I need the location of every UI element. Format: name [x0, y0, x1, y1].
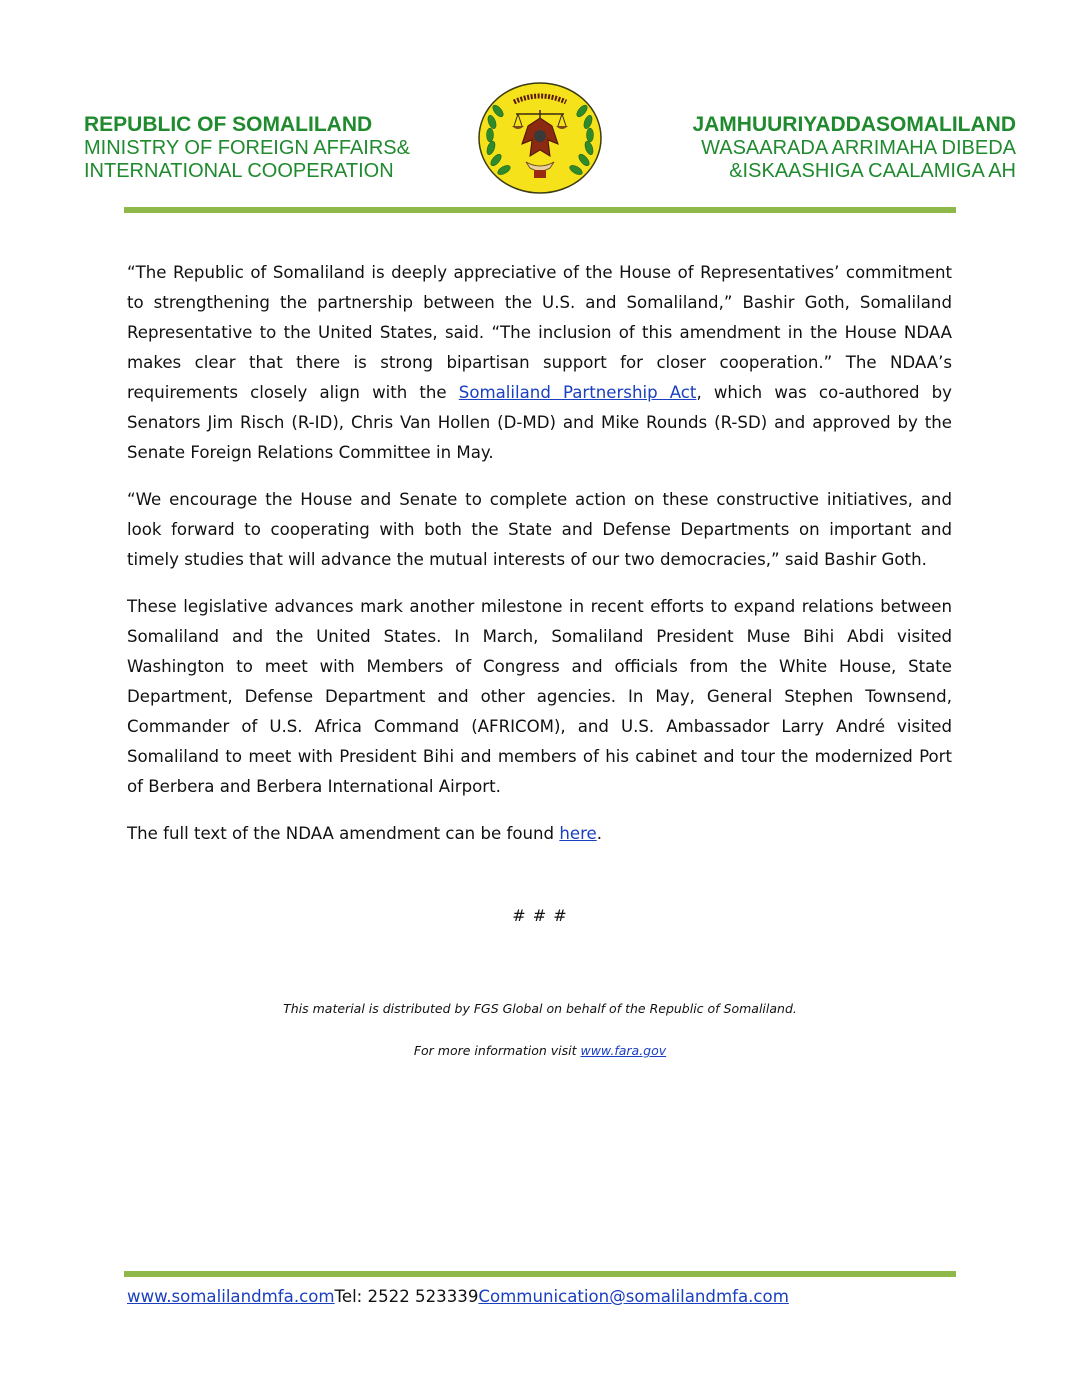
paragraph-1 [127, 258, 952, 468]
distribution-disclaimer: This material is distributed by FGS Global on behalf of the Republic of Somaliland. [283, 1001, 797, 1016]
paragraph-2: “We encourage the House and Senate to complete action on these constructive initiatives, and look forward to cooperating with both the State and Defense Departments on important and timely studies that will advance the mutual interests of our two democracies,” said Bashir Goth. [127, 490, 952, 569]
press-release-body [127, 258, 952, 866]
paragraph-1-text-b: , which was co-authored by Senators Jim Risch (R-ID), Chris Van Hollen (D-MD) and Mike Rounds (R-SD) and approved by the Senate Foreign Relations Committee in May. [127, 383, 952, 462]
footer-divider [124, 1271, 956, 1277]
fara-gov-link[interactable]: www.fara.gov [580, 1043, 667, 1058]
header-right-line1: WASAARADA ARRIMAHA DIBEDA [701, 137, 1016, 159]
header-right-block [616, 112, 1016, 183]
email-link[interactable]: Communication@somalilandmfa.com [478, 1287, 789, 1306]
ndaa-amendment-link[interactable]: here [559, 824, 597, 843]
header-right-title: JAMHUURIYADDASOMALILAND [692, 113, 1016, 136]
footer-contact [127, 1287, 789, 1306]
end-mark: # # # [512, 906, 568, 925]
header-left-line2: INTERNATIONAL COOPERATION [84, 160, 394, 182]
telephone-text: Tel: 2522 523339 [334, 1287, 479, 1306]
header-left-title: REPUBLIC OF SOMALILAND [84, 113, 373, 136]
somaliland-coat-of-arms-icon [478, 82, 602, 194]
header-right-line2: &ISKAASHIGA CAALAMIGA AH [729, 160, 1016, 182]
paragraph-4-text-a: The full text of the NDAA amendment can be found [127, 824, 560, 843]
paragraph-3: These legislative advances mark another milestone in recent efforts to expand relations between Somaliland and the United States. In March, Somaliland President Muse Bihi Abdi visited Washington to meet with Members of Congress and officials from the White House, State Department, Defense Department and other agencies. In May, General Stephen Townsend, Commander of U.S. Africa Command (AFRICOM), and U.S. Ambassador Larry André visited Somaliland to meet with President Bihi and members of his cabinet and tour the modernized Port of Berbera and Berbera International Airport. [127, 597, 952, 796]
more-info-text: For more information visit [413, 1043, 581, 1058]
website-link[interactable]: www.somalilandmfa.com [127, 1287, 335, 1306]
somaliland-partnership-act-link[interactable]: Somaliland Partnership Act [458, 383, 697, 402]
header-left-block [84, 112, 464, 183]
header-divider [124, 207, 956, 213]
header-left-line1: MINISTRY OF FOREIGN AFFAIRS& [84, 137, 410, 159]
paragraph-1-text-a: “The Republic of Somaliland is deeply appreciative of the House of Representatives’ commitment to strengthening the partnership between the U.S. and Somaliland,” Bashir Goth, Somaliland Representative to the United States, said. “The inclusion of this amendment in the House NDAA makes clear that there is strong bipartisan support for closer cooperation.” The NDAA’s requirements closely align with the [127, 263, 952, 402]
paragraph-4 [127, 819, 952, 849]
paragraph-4-text-b: . [596, 824, 603, 843]
more-info-line [0, 1043, 1080, 1058]
